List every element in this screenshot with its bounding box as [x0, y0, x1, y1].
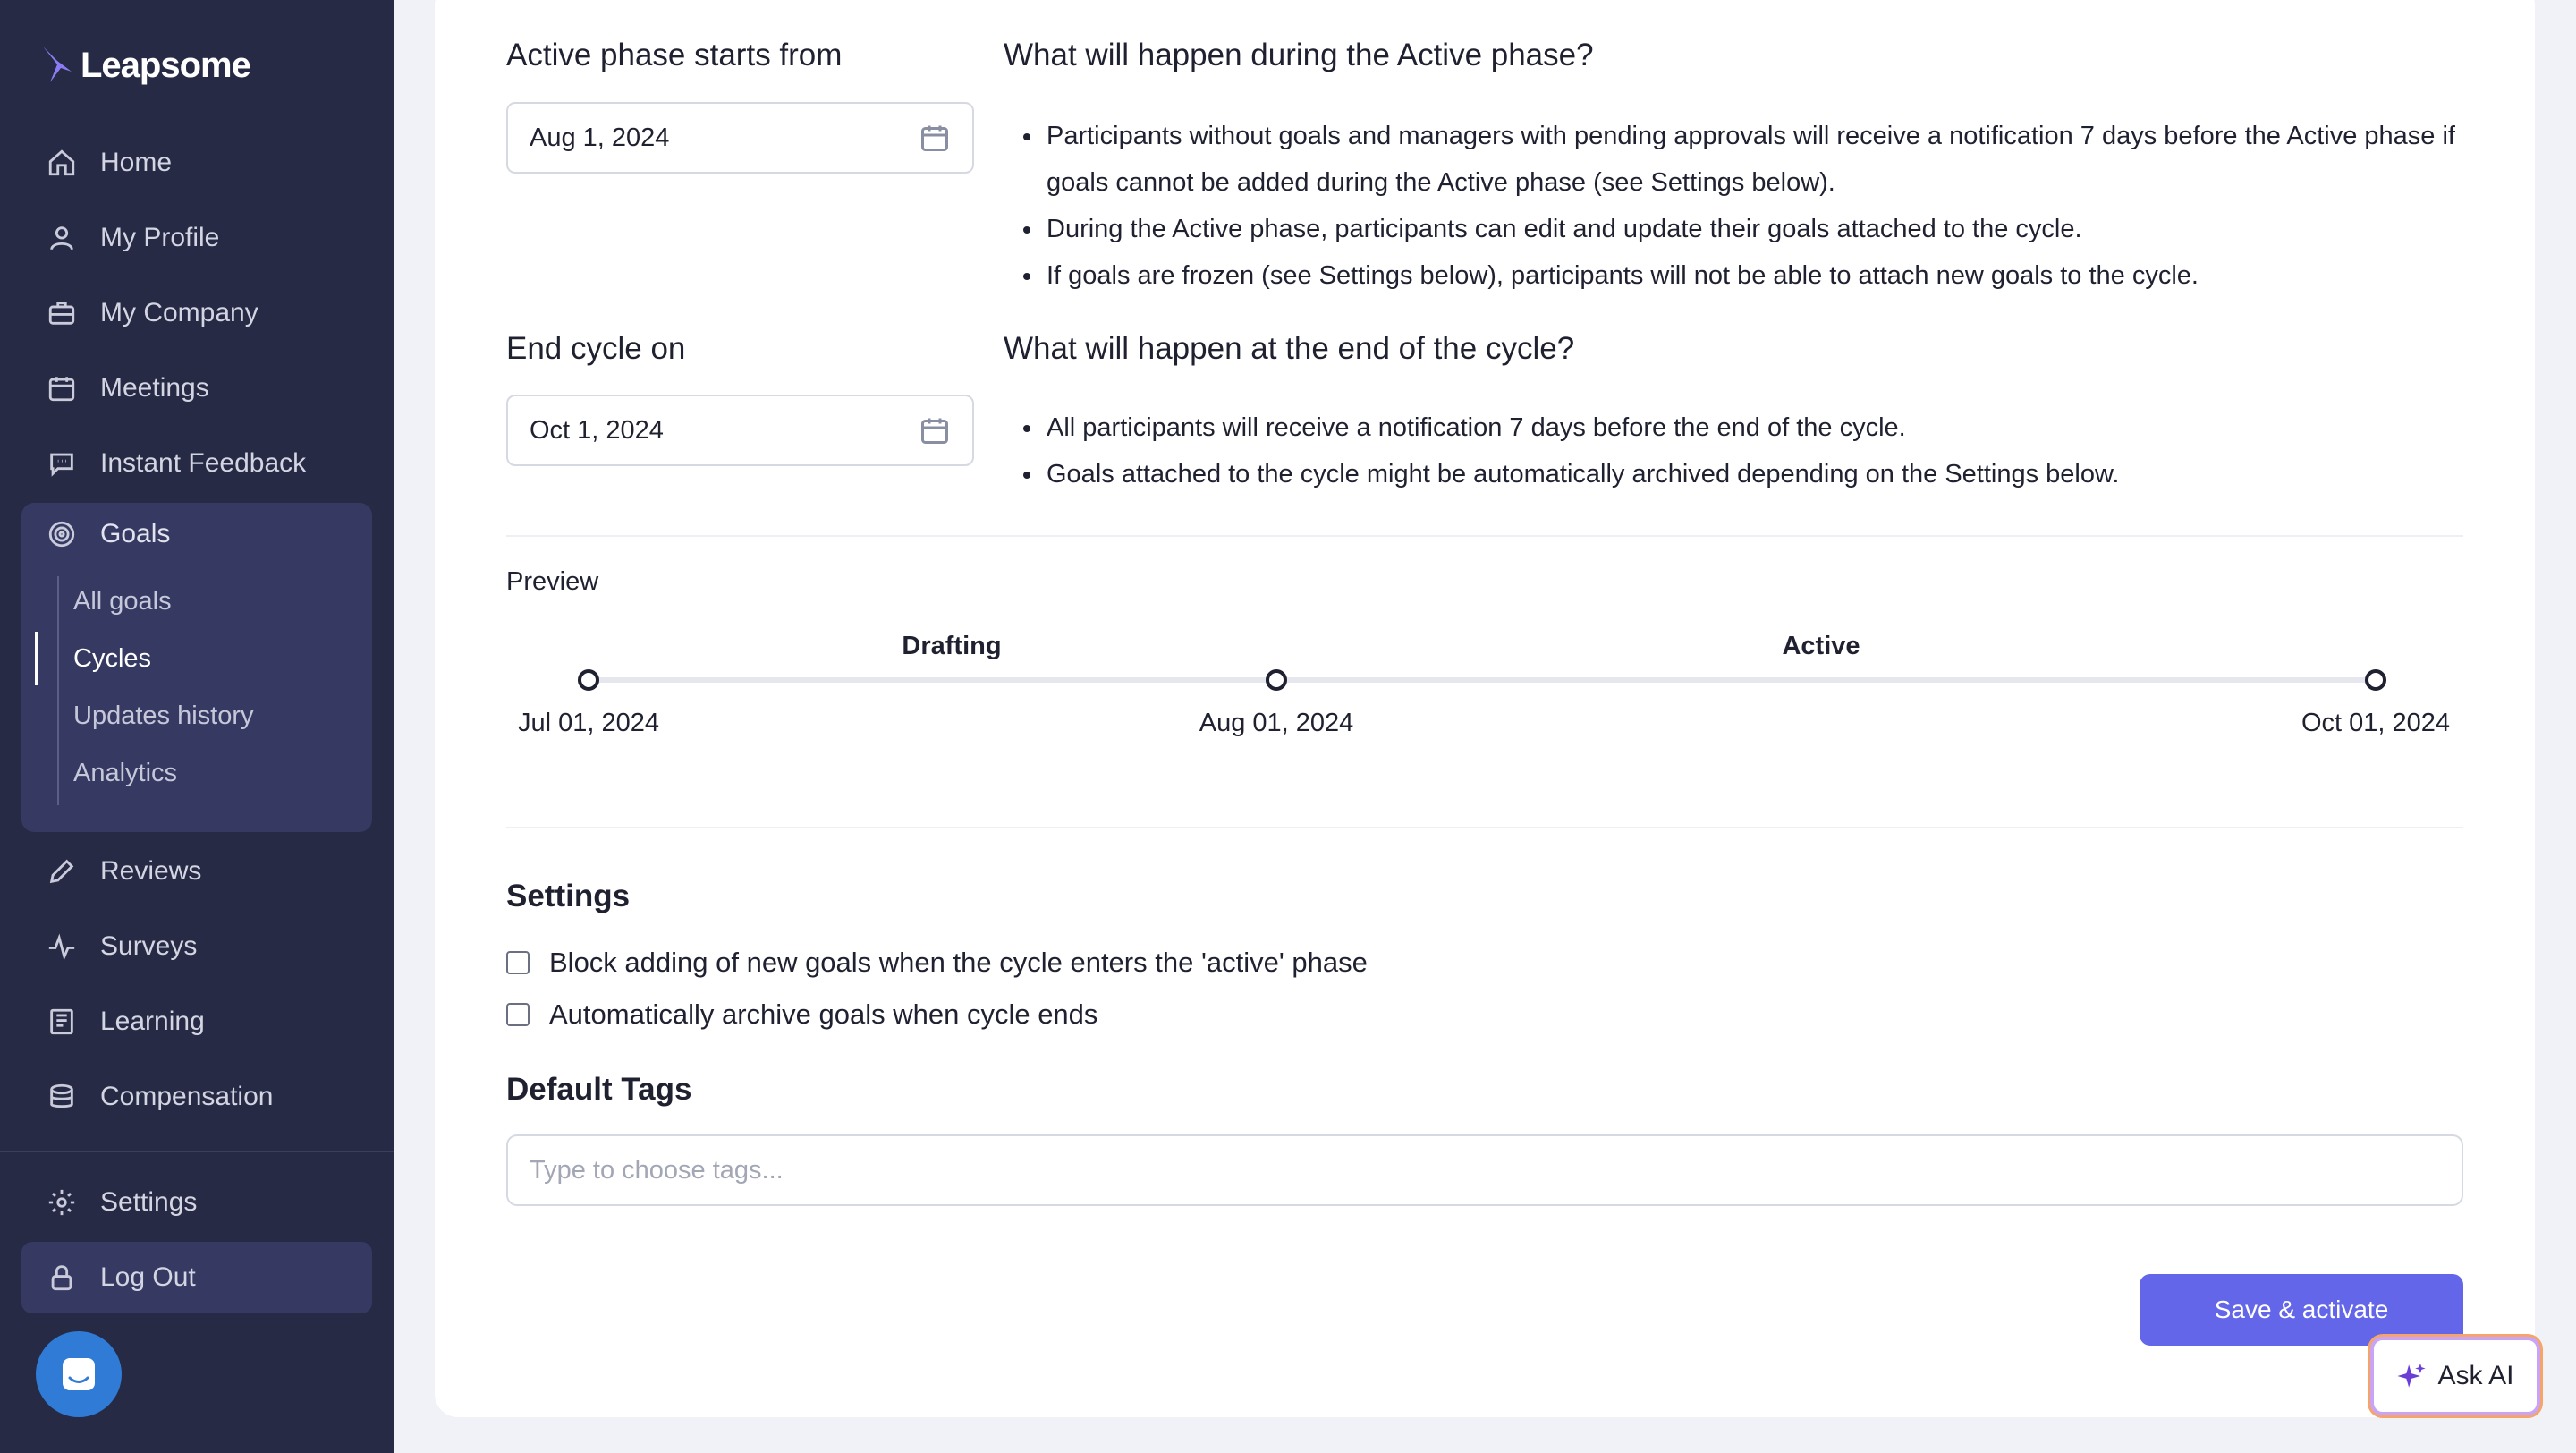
- list-item: If goals are frozen (see Settings below), participants will not be able to attach new goals to the cycle.: [1046, 252, 2478, 299]
- timeline-phase-drafting: Drafting: [902, 632, 1002, 660]
- timeline-dot-end: [2365, 669, 2386, 691]
- timeline-date-end: Oct 01, 2024: [2301, 709, 2451, 737]
- sidebar-item-meetings[interactable]: [21, 353, 372, 424]
- active-phase-bullets: [1046, 113, 2478, 299]
- sparkle-icon: [2396, 1361, 2427, 1391]
- logout-button[interactable]: [21, 1242, 372, 1313]
- active-phase-date-value: Aug 1, 2024: [530, 123, 670, 152]
- calendar-icon[interactable]: [919, 122, 951, 154]
- sidebar-item-surveys[interactable]: [21, 911, 372, 982]
- calendar-icon[interactable]: [919, 414, 951, 446]
- list-item: During the Active phase, participants can edit and update their goals attached to the cycle.: [1046, 206, 2478, 252]
- settings-title: Settings: [506, 879, 631, 913]
- coins-icon: [47, 1082, 77, 1112]
- sidebar-item-label: Home: [100, 148, 173, 177]
- timeline-dot-active: [1266, 669, 1287, 691]
- default-tags-title: Default Tags: [506, 1072, 692, 1107]
- end-cycle-bullets: [1046, 404, 2478, 497]
- active-indicator: [35, 632, 38, 685]
- sidebar-item-label: Reviews: [100, 856, 202, 886]
- sidebar-item-label: Goals: [100, 519, 171, 548]
- support-chat-button[interactable]: [36, 1331, 122, 1417]
- sidebar-item-label: Learning: [100, 1007, 205, 1036]
- timeline-date-start: Jul 01, 2024: [517, 709, 660, 737]
- list-item: Participants without goals and managers with pending approvals will receive a notification 7 days before the Active phase if goals cannot be added during the Active phase (see Settings below).: [1046, 113, 2478, 206]
- sidebar-subitem-all-goals[interactable]: All goals: [73, 587, 172, 616]
- end-cycle-heading: What will happen at the end of the cycle?: [1004, 331, 1575, 366]
- sidebar-item-instant-feedback[interactable]: [21, 428, 372, 499]
- chat-icon: [47, 448, 77, 479]
- brand-logo[interactable]: [39, 45, 250, 86]
- sidebar-item-label: My Company: [100, 298, 258, 327]
- auto-archive-option[interactable]: [506, 998, 1097, 1031]
- end-cycle-date-value: Oct 1, 2024: [530, 415, 664, 445]
- auto-archive-checkbox[interactable]: [506, 1003, 530, 1026]
- briefcase-icon: [47, 298, 77, 328]
- target-icon: [47, 519, 77, 549]
- save-activate-button[interactable]: Save & activate: [2140, 1274, 2463, 1346]
- sidebar-subitem-updates-history[interactable]: Updates history: [73, 701, 254, 730]
- book-icon: [47, 1007, 77, 1037]
- sidebar: [0, 0, 394, 1453]
- pulse-icon: [47, 931, 77, 962]
- sidebar-item-label: Surveys: [100, 931, 198, 961]
- sidebar-item-label: My Profile: [100, 223, 220, 252]
- end-cycle-label: End cycle on: [506, 331, 686, 366]
- block-new-goals-checkbox[interactable]: [506, 951, 530, 974]
- tags-input[interactable]: [506, 1134, 2463, 1206]
- timeline-dot-start: [578, 669, 599, 691]
- sidebar-item-goals[interactable]: [47, 519, 170, 549]
- pencil-icon: [47, 856, 77, 887]
- sidebar-item-reviews[interactable]: [21, 836, 372, 907]
- timeline-phase-active: Active: [1782, 632, 1860, 660]
- preview-label: Preview: [506, 567, 599, 596]
- sidebar-item-label: Instant Feedback: [100, 448, 307, 478]
- home-icon: [47, 148, 77, 178]
- block-new-goals-label: Block adding of new goals when the cycle enters the 'active' phase: [549, 947, 1368, 978]
- lock-icon: [47, 1262, 77, 1293]
- sidebar-item-compensation[interactable]: [21, 1061, 372, 1133]
- sidebar-subitem-cycles[interactable]: Cycles: [73, 644, 152, 673]
- logout-label: Log Out: [100, 1262, 196, 1292]
- sidebar-item-label: Settings: [100, 1187, 198, 1217]
- active-phase-label: Active phase starts from: [506, 38, 843, 72]
- gear-icon: [47, 1187, 77, 1218]
- auto-archive-label: Automatically archive goals when cycle ends: [549, 998, 1098, 1030]
- user-icon: [47, 223, 77, 253]
- leapsome-logo-icon: [39, 45, 75, 86]
- sidebar-item-label: Compensation: [100, 1082, 274, 1111]
- sidebar-item-home[interactable]: [21, 127, 372, 199]
- end-cycle-date-input[interactable]: [506, 395, 974, 466]
- timeline-track: [589, 677, 2376, 683]
- sidebar-divider: [0, 1151, 394, 1152]
- sidebar-item-my-company[interactable]: [21, 277, 372, 349]
- ask-ai-button[interactable]: [2370, 1337, 2540, 1415]
- list-item: All participants will receive a notification 7 days before the end of the cycle.: [1046, 404, 2478, 451]
- section-divider: [506, 827, 2463, 828]
- block-new-goals-option[interactable]: [506, 947, 1368, 979]
- brand-name: Leapsome: [80, 45, 250, 85]
- sidebar-item-my-profile[interactable]: [21, 202, 372, 274]
- sidebar-subitem-analytics[interactable]: Analytics: [73, 759, 178, 787]
- calendar-icon: [47, 373, 77, 404]
- sidebar-item-settings[interactable]: [21, 1167, 372, 1238]
- sidebar-item-learning[interactable]: [21, 986, 372, 1058]
- ask-ai-label: Ask AI: [2437, 1361, 2514, 1390]
- active-phase-heading: What will happen during the Active phase?: [1004, 38, 1594, 72]
- chat-widget-icon: [57, 1353, 100, 1396]
- sidebar-item-label: Meetings: [100, 373, 209, 403]
- list-item: Goals attached to the cycle might be automatically archived depending on the Settings below.: [1046, 451, 2478, 497]
- timeline-date-active: Aug 01, 2024: [1199, 709, 1354, 737]
- active-phase-date-input[interactable]: [506, 102, 974, 174]
- section-divider: [506, 535, 2463, 537]
- submenu-line: [57, 576, 59, 805]
